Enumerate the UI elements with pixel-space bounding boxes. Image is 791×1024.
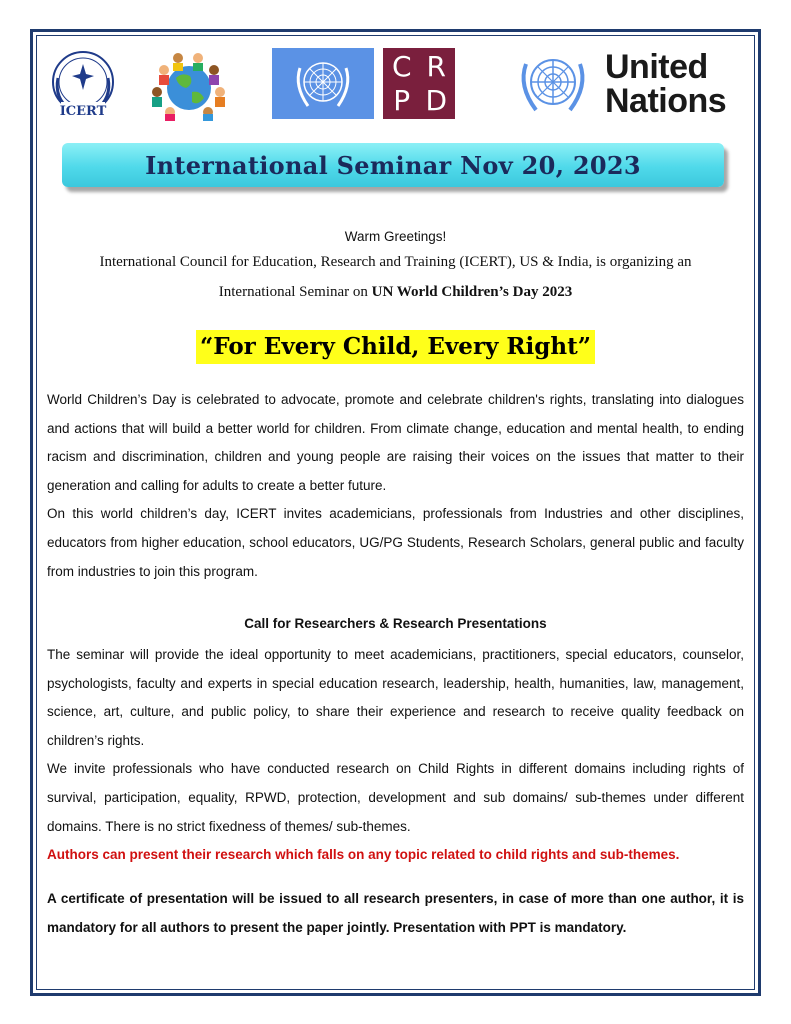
call-section — [47, 641, 744, 870]
crpd-letter-p: P — [393, 83, 411, 117]
greeting-line: Warm Greetings! — [344, 229, 447, 244]
crpd-letter-d: D — [425, 83, 448, 117]
crpd-logo — [383, 48, 455, 119]
call-paragraph-1: The seminar will provide the ideal opportunity to meet academicians, practitioners, special educators, counselor, psychologists, faculty and experts in special education research, leadership, health, humanities, law, management, science, art, culture, and public policy, to share their experience and research to receive quality feedback on children’s rights. — [47, 647, 744, 748]
un-wordmark-line1: United — [605, 48, 708, 86]
call-heading: Call for Researchers & Research Presentations — [244, 616, 547, 631]
seminar-topic-line — [0, 284, 791, 301]
title-banner — [62, 143, 724, 187]
call-paragraph-2: We invite professionals who have conducted research on Child Rights in different domains including rights of survival, participation, equality, RPWD, protection, development and sub domains/ sub-themes under different domains. There is no strict fixedness of themes/ sub-themes. — [47, 761, 744, 834]
call-highlight: Authors can present their research which falls on any topic related to child rights and sub-themes. — [47, 847, 680, 863]
crpd-letter-c: C — [391, 49, 412, 83]
intro-paragraph-2: On this world children’s day, ICERT invites academicians, professionals from Industries and other disciplines, educators from higher education, school educators, UG/PG Students, Research Scholars, general public and faculty from industries to join this program. — [47, 506, 744, 579]
un-wordmark — [605, 50, 726, 118]
page-title: International Seminar Nov 20, 2023 — [145, 150, 641, 180]
icert-logo — [44, 48, 122, 122]
organizer-line: International Council for Education, Research and Training (ICERT), US & India, is organizing an — [99, 254, 692, 270]
certificate-note: A certificate of presentation will be issued to all research presenters, in case of more than one author, it is mandatory for all authors to present the paper jointly. Presentation with PPT is mandatory. — [47, 891, 744, 935]
slogan: “For Every Child, Every Right” — [196, 330, 595, 364]
intro-paragraph-1: World Children’s Day is celebrated to advocate, promote and celebrate children's rights, translating into dialogues and actions that will build a better world for children. From climate change, education and mental health, to ending racism and discrimination, children and young people are raising their voices on the issues that matter to their generation and calling for adults to create a better future. — [47, 392, 744, 493]
un-wordmark-line2: Nations — [605, 82, 727, 120]
un-emblem-logo — [512, 48, 594, 120]
slogan-container — [0, 330, 791, 364]
seminar-topic-prefix: International Seminar on — [218, 284, 372, 300]
children-globe-logo — [148, 50, 230, 122]
crpd-letter-r: R — [426, 49, 446, 83]
seminar-topic-bold: UN World Children’s Day 2023 — [371, 284, 573, 300]
icert-logo-text: ICERT — [59, 104, 107, 119]
un-emblem-blue-logo — [272, 48, 374, 119]
intro-section — [47, 386, 744, 586]
